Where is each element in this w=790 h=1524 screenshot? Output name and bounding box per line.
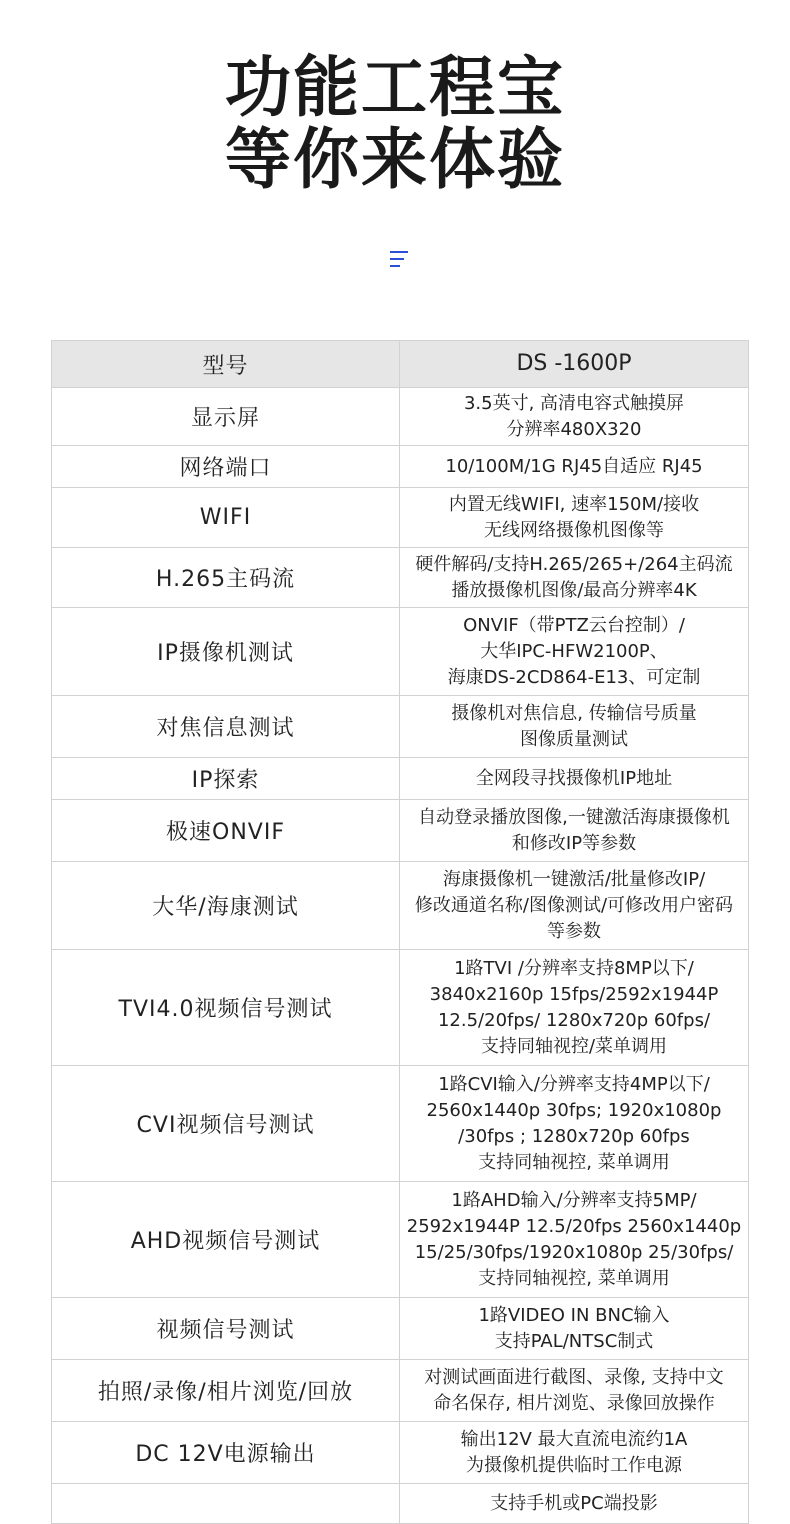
spec-value-cell: 1路VIDEO IN BNC输入 支持PAL/NTSC制式: [400, 1298, 749, 1360]
table-row: [52, 950, 749, 1066]
table-row: [52, 548, 749, 608]
table-row: [52, 1484, 749, 1524]
headline-line-1: 功能工程宝: [225, 49, 565, 126]
spec-value-cell: 输出12V 最大直流电流约1A 为摄像机提供临时工作电源: [400, 1422, 749, 1484]
spec-value-cell: 摄像机对焦信息, 传输信号质量 图像质量测试: [400, 696, 749, 758]
spec-name-cell: 网络端口: [52, 446, 400, 488]
table-row: [52, 862, 749, 950]
spec-name-cell: 大华/海康测试: [52, 862, 400, 950]
spec-name-cell: IP摄像机测试: [52, 608, 400, 696]
spec-name-cell: 极速ONVIF: [52, 800, 400, 862]
spec-name-cell: [52, 1484, 400, 1524]
spec-value-cell: 1路AHD输入/分辨率支持5MP/ 2592x1944P 12.5/20fps 2560x1440p 15/25/30fps/1920x1080p 25/30fps/ 支持同轴视控, 菜单调用: [400, 1182, 749, 1298]
table-row: [52, 758, 749, 800]
spec-name-cell: 显示屏: [52, 388, 400, 446]
spec-name-cell: CVI视频信号测试: [52, 1066, 400, 1182]
table-row: [52, 1182, 749, 1298]
headline-line-2: 等你来体验: [225, 121, 565, 198]
spec-table: [51, 340, 749, 1524]
table-row: [52, 1360, 749, 1422]
spec-value-cell: 10/100M/1G RJ45自适应 RJ45: [400, 446, 749, 488]
spec-name-cell: AHD视频信号测试: [52, 1182, 400, 1298]
spec-value-cell: 全网段寻找摄像机IP地址: [400, 758, 749, 800]
spec-name-cell: H.265主码流: [52, 548, 400, 608]
table-row: [52, 488, 749, 548]
table-row: [52, 696, 749, 758]
page-headline: [0, 49, 790, 198]
spec-name-cell: DC 12V电源输出: [52, 1422, 400, 1484]
spec-value-cell: ONVIF（带PTZ云台控制）/ 大华IPC-HFW2100P、 海康DS-2CD864-E13、可定制: [400, 608, 749, 696]
spec-value-cell: 对测试画面进行截图、录像, 支持中文 命名保存, 相片浏览、录像回放操作: [400, 1360, 749, 1422]
header-value-cell: DS -1600P: [400, 341, 749, 388]
spec-name-cell: 拍照/录像/相片浏览/回放: [52, 1360, 400, 1422]
spec-name-cell: WIFI: [52, 488, 400, 548]
spec-name-cell: TVI4.0视频信号测试: [52, 950, 400, 1066]
spec-name-cell: 对焦信息测试: [52, 696, 400, 758]
table-row: [52, 1298, 749, 1360]
spec-value-cell: 1路TVI /分辨率支持8MP以下/ 3840x2160p 15fps/2592x1944P 12.5/20fps/ 1280x720p 60fps/ 支持同轴视控/菜单调用: [400, 950, 749, 1066]
table-row: [52, 446, 749, 488]
spec-name-cell: 视频信号测试: [52, 1298, 400, 1360]
spec-name-cell: IP探索: [52, 758, 400, 800]
table-row: [52, 1422, 749, 1484]
menu-lines-icon: [389, 250, 409, 268]
table-row: [52, 1066, 749, 1182]
spec-value-cell: 1路CVI输入/分辨率支持4MP以下/ 2560x1440p 30fps; 1920x1080p /30fps ; 1280x720p 60fps 支持同轴视控, 菜单调用: [400, 1066, 749, 1182]
table-header-row: [52, 341, 749, 388]
table-row: [52, 608, 749, 696]
spec-value-cell: 内置无线WIFI, 速率150M/接收 无线网络摄像机图像等: [400, 488, 749, 548]
spec-value-cell: 海康摄像机一键激活/批量修改IP/ 修改通道名称/图像测试/可修改用户密码 等参数: [400, 862, 749, 950]
table-row: [52, 800, 749, 862]
table-row: [52, 388, 749, 446]
spec-value-cell: 支持手机或PC端投影: [400, 1484, 749, 1524]
spec-value-cell: 硬件解码/支持H.265/265+/264主码流 播放摄像机图像/最高分辨率4K: [400, 548, 749, 608]
header-key-cell: 型号: [52, 341, 400, 388]
spec-value-cell: 自动登录播放图像,一键激活海康摄像机 和修改IP等参数: [400, 800, 749, 862]
spec-value-cell: 3.5英寸, 高清电容式触摸屏 分辨率480X320: [400, 388, 749, 446]
